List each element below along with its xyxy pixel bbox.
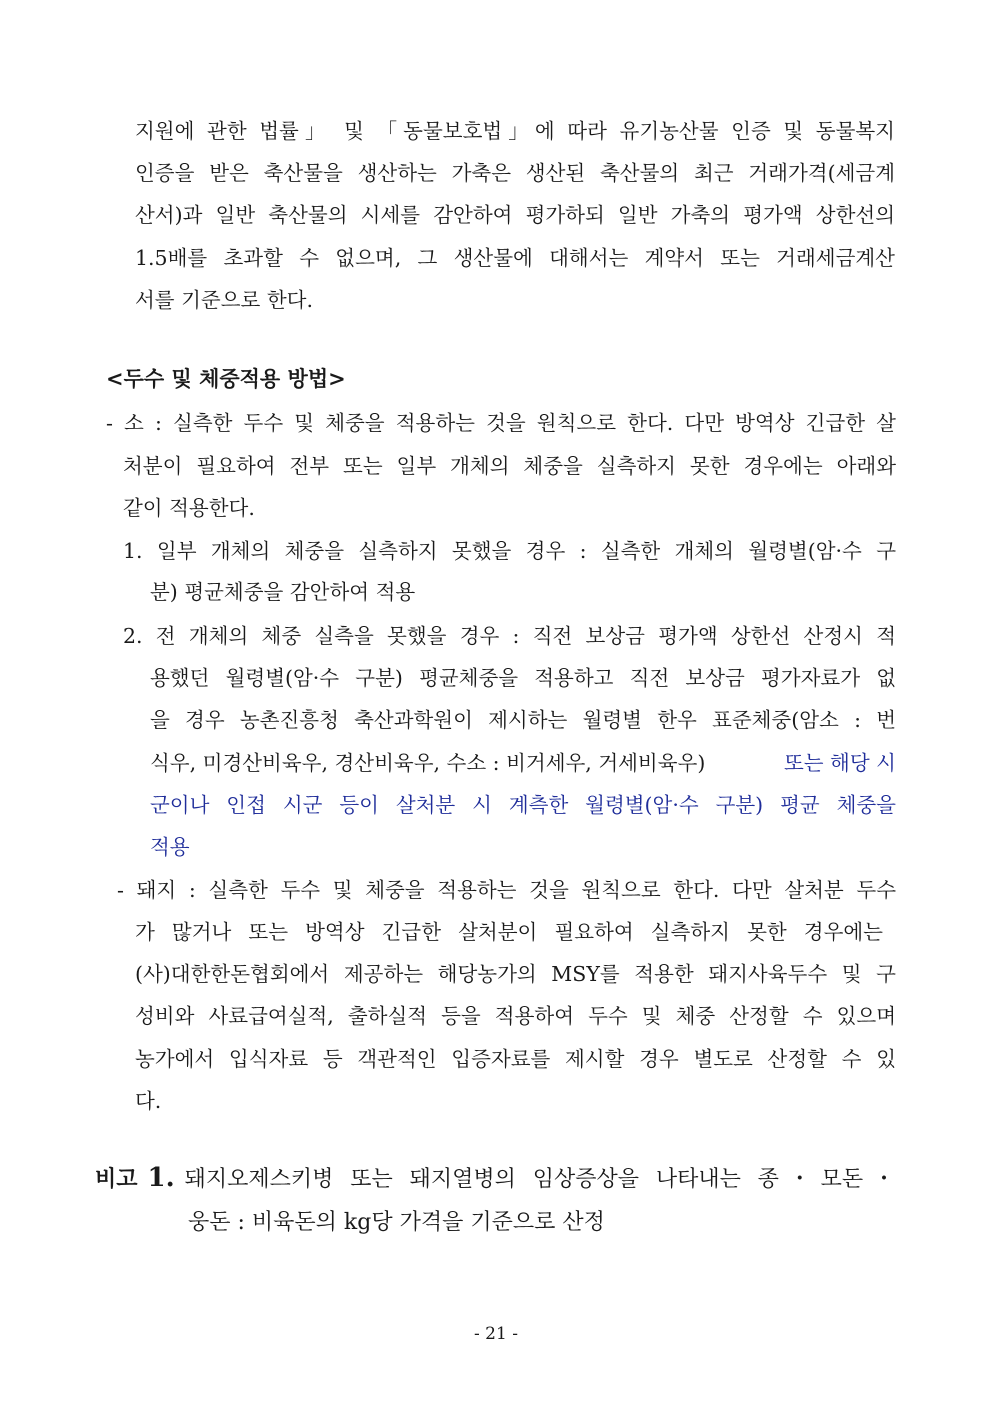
pig-line-1: - 돼지 : 실측한 두수 및 체중을 적용하는 것을 원칙으로 한다. 다만 살처분 두수 (117, 878, 896, 902)
cattle-line-1: - 소 : 실측한 두수 및 체중을 적용하는 것을 원칙으로 한다. 다만 방역상 긴급한 살 (106, 411, 896, 435)
cattle-item2-line-4 (150, 749, 896, 777)
cattle-line-3: 같이 적용한다. (123, 496, 255, 520)
remark-text-1: 돼지오제스키병 또는 돼지열병의 임상증상을 나타내는 종・모돈・ (184, 1167, 895, 1192)
pig-line-4: 성비와 사료급여실적, 출하실적 등을 적용하여 두수 및 체중 산정할 수 있으며 (135, 1004, 896, 1028)
cattle-item2-line-4-highlight: 또는 해당 시 (783, 751, 896, 775)
cattle-item2-blue-line-2: 적용 (150, 835, 190, 859)
cattle-item2-line-3: 을 경우 농촌진흥청 축산과학원이 제시하는 월령별 한우 표준체중(암소 : 번 (150, 708, 896, 732)
pig-line-5: 농가에서 입식자료 등 객관적인 입증자료를 제시할 경우 별도로 산정할 수 있 (135, 1047, 896, 1071)
intro-line-2: 인증을 받은 축산물을 생산하는 가축은 생산된 축산물의 최근 거래가격(세금계 (135, 161, 895, 185)
cattle-item2-line-4-text: 식우, 미경산비육우, 경산비육우, 수소 : 비거세우, 거세비육우) (150, 751, 706, 775)
page-number: - 21 - (474, 1324, 518, 1344)
cattle-line-2: 처분이 필요하여 전부 또는 일부 개체의 체중을 실측하지 못한 경우에는 아래와 (123, 454, 896, 478)
cattle-item2-line-1: 2. 전 개체의 체중 실측을 못했을 경우 : 직전 보상금 평가액 상한선 산정시 적 (123, 624, 896, 648)
cattle-item1-line-2: 분) 평균체중을 감안하여 적용 (150, 580, 416, 604)
pig-line-2: 가 많거나 또는 방역상 긴급한 살처분이 필요하여 실측하지 못한 경우에는 (135, 920, 883, 944)
intro-line-1: 지원에 관한 법률」 및 「동물보호법」에 따라 유기농산물 인증 및 동물복지 (135, 119, 895, 143)
cattle-item2-blue-line-1: 군이나 인접 시군 등이 살처분 시 계측한 월령별(암·수 구분) 평균 체중을 (150, 793, 896, 817)
pig-line-3: (사)대한한돈협회에서 제공하는 해당농가의 MSY를 적용한 돼지사육두수 및 구 (135, 962, 896, 986)
cattle-item1-line-1: 1. 일부 개체의 체중을 실측하지 못했을 경우 : 실측한 개체의 월령별(암·수 구 (123, 539, 896, 563)
intro-line-5: 서를 기준으로 한다. (135, 288, 313, 312)
remark-number: 1. (147, 1163, 175, 1193)
intro-line-3: 산서)과 일반 축산물의 시세를 감안하여 평가하되 일반 가축의 평가액 상한선의 (135, 203, 895, 227)
section-heading: <두수 및 체중적용 방법> (106, 366, 346, 391)
pig-line-6: 다. (135, 1089, 162, 1113)
remark-text-2: 웅돈 : 비육돈의 kg당 가격을 기준으로 산정 (188, 1210, 605, 1235)
intro-line-4: 1.5배를 초과할 수 없으며, 그 생산물에 대해서는 계약서 또는 거래세금계산 (135, 246, 895, 270)
cattle-item2-line-2: 용했던 월령별(암·수 구분) 평균체중을 적용하고 직전 보상금 평가자료가 없 (150, 666, 896, 690)
remark-label: 비고 (95, 1166, 138, 1192)
remark-line-1 (95, 1164, 895, 1194)
